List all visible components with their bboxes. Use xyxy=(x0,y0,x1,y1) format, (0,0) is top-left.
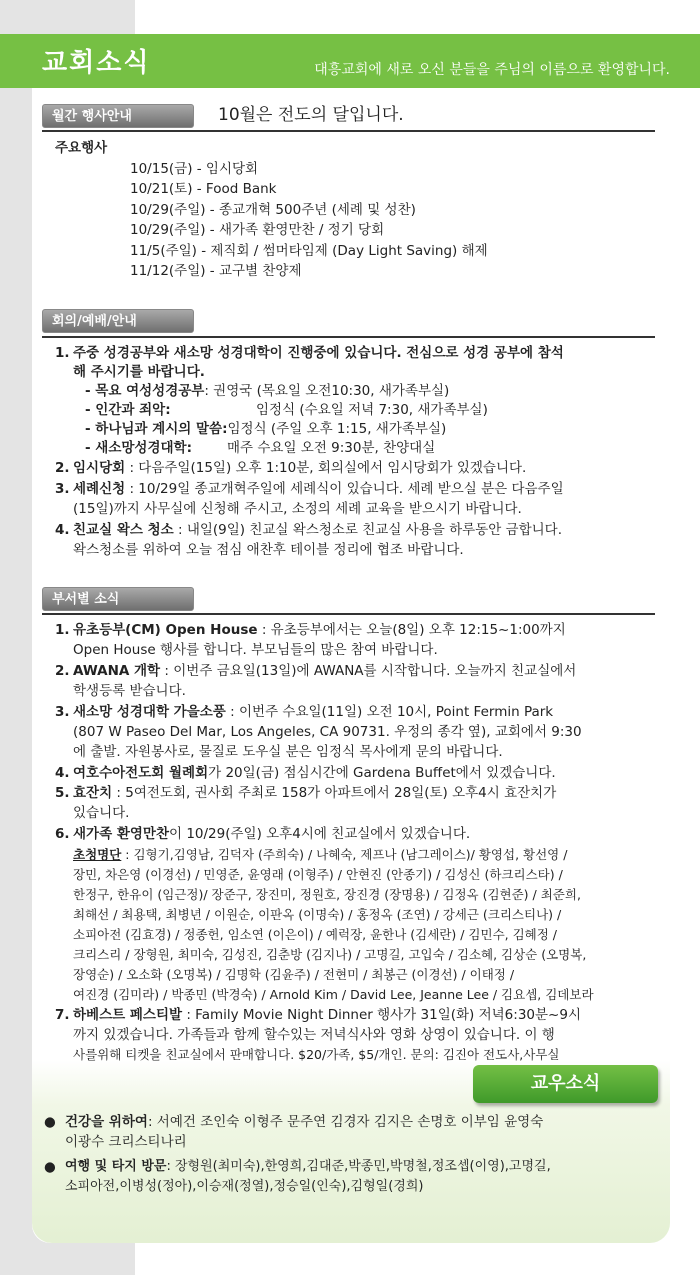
dept-item-2-cont: 학생등록 받습니다. xyxy=(73,683,186,699)
study-item: - 목요 여성성경공부: 권영국 (목요일 오전10:30, 새가족부실) xyxy=(85,383,450,399)
invite-list-line: 장영순) / 오소화 (오명복) / 김명학 (김윤주) / 전현미 / 최봉근 (이경선) / 이태정 / xyxy=(73,967,515,982)
invite-list: 초청명단 : 김형기,김영남, 김덕자 (주희숙) / 나혜숙, 제프나 (남그레이스)/ 황영섭, 황선영 / xyxy=(73,847,568,862)
study-item: - 인간과 죄악: xyxy=(85,402,171,418)
item-number: 3. xyxy=(55,704,70,720)
dept-item-6: 새가족 환영만찬이 10/29(주일) 오후4시에 친교실에서 있겠습니다. xyxy=(73,826,471,842)
item-number: 6. xyxy=(55,826,70,842)
dept-item-7-cont: 까지 있겠습니다. 가족들과 함께 할수있는 저녁식사와 영화 상영이 있습니다. 이 행 xyxy=(73,1027,555,1043)
header-bar xyxy=(0,34,700,88)
meeting-item-3: 세례신청 : 10/29일 종교개혁주일에 세례식이 있습니다. 세례 받으실 분은 다음주일 xyxy=(73,481,564,497)
dept-item-3-cont: 에 출발. 자원봉사로, 물질로 도우실 분은 임정식 목사에게 문의 바랍니다. xyxy=(73,744,503,760)
divider xyxy=(42,613,655,615)
dept-item-1: 유초등부(CM) Open House : 유초등부에서는 오늘(8일) 오후 12:15~1:00까지 xyxy=(73,622,566,638)
invite-list-line: 소피아전 (김효경) / 정종헌, 임소연 (이은이) / 예럭장, 윤한나 (김세란) / 김민수, 김혜정 / xyxy=(73,927,558,942)
item-number: 7. xyxy=(55,1007,70,1023)
item-number: 5. xyxy=(55,785,70,801)
dept-item-3-cont: (807 W Paseo Del Mar, Los Angeles, CA 90731. 우정의 종각 옆), 교회에서 9:30 xyxy=(73,724,582,740)
invite-list-line: 최해선 / 최용택, 최병년 / 이원순, 이판옥 (이명숙) / 홍정옥 (조연) / 강세근 (크리스티나) / xyxy=(73,907,562,922)
item-number: 4. xyxy=(55,522,70,538)
dept-item-3: 새소망 성경대학 가을소풍 : 이번주 수요일(11일) 오전 10시, Point Fermin Park xyxy=(73,704,554,720)
event-item: 10/29(주일) - 새가족 환영만찬 / 정기 당회 xyxy=(130,222,385,238)
section-label-dept: 부서별 소식 xyxy=(42,587,194,611)
item-number: 1. xyxy=(55,345,70,361)
invite-list-line: 장민, 차은영 (이경선) / 민영준, 윤영래 (이형주) / 안현진 (안종기) / 김성신 (하크리스타) / xyxy=(73,867,563,882)
study-item: - 하나님과 계시의 말씀:임정식 (주일 오후 1:15, 새가족부실) xyxy=(85,421,447,437)
invite-list-line: 여진경 (김미라) / 박종민 (박경숙) / Arnold Kim / David Lee, Jeanne Lee / 김요셉, 김데보라 xyxy=(73,987,594,1002)
item-number: 1. xyxy=(55,622,70,638)
meeting-item-1: 주중 성경공부와 새소망 성경대학이 진행중에 있습니다. 전심으로 성경 공부에 참석 xyxy=(73,345,564,361)
welcome-text: 대흥교회에 새로 오신 분들을 주님의 이름으로 환영합니다. xyxy=(314,62,670,78)
meeting-item-3-cont: (15일)까지 사무실에 신청해 주시고, 소정의 세례 교육을 받으시기 바랍니다. xyxy=(73,501,522,517)
bullet-icon: ● xyxy=(44,1159,56,1175)
study-item-detail: 임정식 (수요일 저녁 7:30, 새가족부실) xyxy=(256,402,488,418)
page-title: 교회소식 xyxy=(42,48,151,78)
event-item: 10/21(토) - Food Bank xyxy=(130,181,277,197)
member-news-2-cont: 소피아전,이병성(정아),이승재(정열),정승일(인숙),김형일(경희) xyxy=(65,1179,424,1194)
dept-item-4: 여호수아전도회 월례회가 20일(금) 점심시간에 Gardena Buffet에서 있겠습니다. xyxy=(73,765,556,781)
dept-item-2: AWANA 개학 : 이번주 금요일(13일)에 AWANA를 시작합니다. 오늘까지 친교실에서 xyxy=(73,663,577,679)
dept-item-1-cont: Open House 행사를 합니다. 부모님들의 많은 참여 바랍니다. xyxy=(73,642,438,658)
event-item: 11/12(주일) - 교구별 찬양제 xyxy=(130,263,302,279)
dept-item-7-cont: 사를위해 티켓을 친교실에서 판매합니다. $20/가족, $5/개인. 문의: 김진아 전도사,사무실 xyxy=(73,1047,560,1062)
section-label-members: 교우소식 xyxy=(473,1065,658,1103)
dept-item-7: 하베스트 페스티발 : Family Movie Night Dinner 행사가 31일(화) 저녁6:30분~9시 xyxy=(73,1007,581,1023)
dept-item-5: 효잔치 : 5여전도회, 권사회 주최로 158가 아파트에서 28일(토) 오후4시 효잔치가 xyxy=(73,785,557,801)
bullet-icon: ● xyxy=(44,1114,56,1130)
meeting-item-1-cont: 해 주시기를 바랍니다. xyxy=(73,364,205,380)
divider xyxy=(42,336,655,338)
item-number: 2. xyxy=(55,460,70,476)
event-item: 11/5(주일) - 제직회 / 썸머타임제 (Day Light Saving) 해제 xyxy=(130,243,488,259)
event-item: 10/29(주일) - 종교개혁 500주년 (세례 및 성찬) xyxy=(130,202,416,218)
member-news-1-cont: 이광수 크리스티나리 xyxy=(65,1134,187,1150)
monthly-theme: 10월은 전도의 달입니다. xyxy=(218,105,404,125)
meeting-item-2: 임시당회 : 다음주일(15일) 오후 1:10분, 회의실에서 임시당회가 있겠습니다. xyxy=(73,460,527,476)
member-news-2: 여행 및 타지 방문: 장형원(최미숙),한영희,김대준,박종민,박명철,정조셉(이영),고명길, xyxy=(65,1159,551,1174)
item-number: 2. xyxy=(55,663,70,679)
event-item: 10/15(금) - 임시당회 xyxy=(130,161,259,177)
events-title: 주요행사 xyxy=(55,140,108,156)
study-item: - 새소망성경대학: xyxy=(85,440,192,456)
divider xyxy=(42,130,655,132)
section-label-monthly: 월간 행사안내 xyxy=(42,104,194,128)
study-item-detail: 매주 수요일 오전 9:30분, 찬양대실 xyxy=(227,440,436,456)
section-label-meetings: 회의/예배/안내 xyxy=(42,309,194,333)
item-number: 3. xyxy=(55,481,70,497)
member-news-1: 건강을 위하여: 서예건 조인숙 이형주 문주연 김경자 김지은 손명호 이부임 윤영숙 xyxy=(65,1114,544,1130)
invite-list-line: 크리스리 / 장형원, 최미숙, 김성진, 김춘방 (김지나) / 고명길, 고입숙 / 김소혜, 김상순 (오명복, xyxy=(73,947,587,962)
meeting-item-4-cont: 왁스청소를 위하여 오늘 점심 애찬후 테이블 정리에 협조 바랍니다. xyxy=(73,542,464,558)
dept-item-5-cont: 있습니다. xyxy=(73,805,130,821)
item-number: 4. xyxy=(55,765,70,781)
invite-list-line: 한정구, 한유이 (임근정)/ 장준구, 장진미, 정원호, 장진경 (장명용) / 김정옥 (김현준) / 최준희, xyxy=(73,887,581,902)
meeting-item-4: 친교실 왁스 청소 : 내일(9일) 친교실 왁스청소로 친교실 사용을 하루동안 금합니다. xyxy=(73,522,563,538)
